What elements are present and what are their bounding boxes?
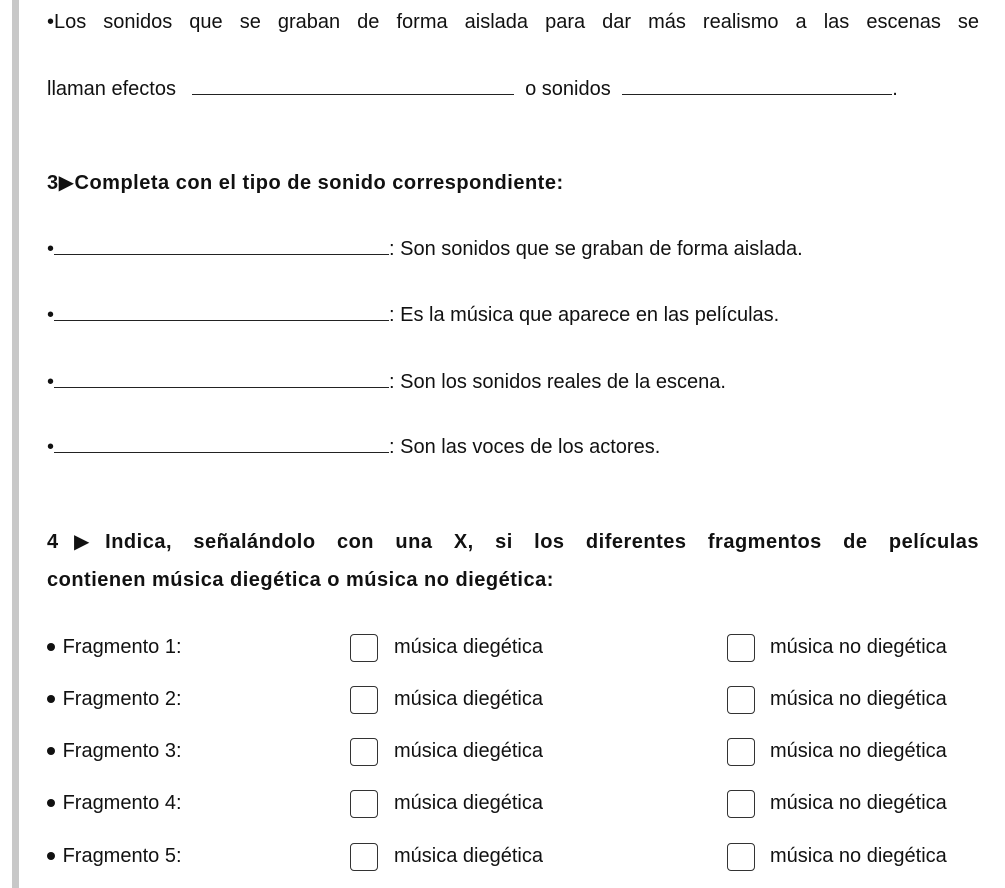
bullet-icon: • xyxy=(47,304,55,326)
intro-line-2 xyxy=(47,76,898,101)
q3-item-text: : Es la música que aparece en las películas. xyxy=(389,304,780,326)
bullet-icon: • xyxy=(47,371,55,393)
q4-heading-line-2 xyxy=(47,568,554,592)
q4-title-2: contienen música diegética o música no diegética: xyxy=(47,569,554,591)
checkbox-diegetica-4[interactable] xyxy=(350,790,378,818)
q3-item-text: : Son las voces de los actores. xyxy=(389,436,661,458)
bullet-icon xyxy=(47,799,55,807)
option-diegetica-label: música diegética xyxy=(394,740,543,762)
bullet-icon xyxy=(47,643,55,651)
bullet-icon xyxy=(47,695,55,703)
checkbox-no-diegetica-2[interactable] xyxy=(727,686,755,714)
q3-number: 3▶ xyxy=(47,172,75,194)
option-diegetica-label: música diegética xyxy=(394,688,543,710)
q4-number: 4▶ xyxy=(47,531,106,553)
bullet-icon xyxy=(47,747,55,755)
fragment-label: Fragmento 4: xyxy=(47,791,182,815)
q3-item xyxy=(47,302,779,327)
option-no-diegetica-label: música no diegética xyxy=(770,845,947,867)
q3-blank-2[interactable] xyxy=(54,302,389,321)
bullet-icon: • xyxy=(47,238,55,260)
q3-blank-4[interactable] xyxy=(54,434,389,453)
fragment-label: Fragmento 2: xyxy=(47,687,182,711)
checkbox-no-diegetica-1[interactable] xyxy=(727,634,755,662)
checkbox-diegetica-2[interactable] xyxy=(350,686,378,714)
checkbox-no-diegetica-4[interactable] xyxy=(727,790,755,818)
option-no-diegetica-label: música no diegética xyxy=(770,688,947,710)
bullet-icon xyxy=(47,852,55,860)
q4-heading-line-1 xyxy=(47,530,979,554)
fragment-label: Fragmento 5: xyxy=(47,844,182,868)
q3-item-text: : Son sonidos que se graban de forma aislada. xyxy=(389,238,803,260)
q3-blank-3[interactable] xyxy=(54,369,389,388)
intro-period: . xyxy=(892,78,898,100)
q3-item xyxy=(47,369,726,394)
intro-text-1: •Los sonidos que se graban de forma aislada para dar más realismo a las escenas se xyxy=(47,11,979,33)
q3-heading xyxy=(47,171,564,195)
bullet-icon: • xyxy=(47,436,55,458)
option-no-diegetica-label: música no diegética xyxy=(770,792,947,814)
blank-efectos[interactable] xyxy=(192,76,514,95)
checkbox-diegetica-1[interactable] xyxy=(350,634,378,662)
q4-title-1: Indica, señalándolo con una X, si los diferentes fragmentos de películas xyxy=(105,531,979,553)
blank-sonidos[interactable] xyxy=(622,76,892,95)
fragment-label: Fragmento 3: xyxy=(47,739,182,763)
option-no-diegetica-label: música no diegética xyxy=(770,636,947,658)
q3-item xyxy=(47,434,660,459)
intro-line-1 xyxy=(47,10,979,34)
option-no-diegetica-label: música no diegética xyxy=(770,740,947,762)
q3-item xyxy=(47,236,803,261)
page-margin-bar xyxy=(12,0,19,888)
option-diegetica-label: música diegética xyxy=(394,636,543,658)
q3-item-text: : Son los sonidos reales de la escena. xyxy=(389,371,726,393)
checkbox-no-diegetica-5[interactable] xyxy=(727,843,755,871)
intro-text-2a: llaman efectos xyxy=(47,78,176,100)
intro-text-2b: o sonidos xyxy=(525,78,611,100)
fragment-label: Fragmento 1: xyxy=(47,635,182,659)
checkbox-diegetica-5[interactable] xyxy=(350,843,378,871)
checkbox-no-diegetica-3[interactable] xyxy=(727,738,755,766)
q3-title: Completa con el tipo de sonido correspondiente: xyxy=(74,172,564,194)
option-diegetica-label: música diegética xyxy=(394,792,543,814)
option-diegetica-label: música diegética xyxy=(394,845,543,867)
q3-blank-1[interactable] xyxy=(54,236,389,255)
checkbox-diegetica-3[interactable] xyxy=(350,738,378,766)
